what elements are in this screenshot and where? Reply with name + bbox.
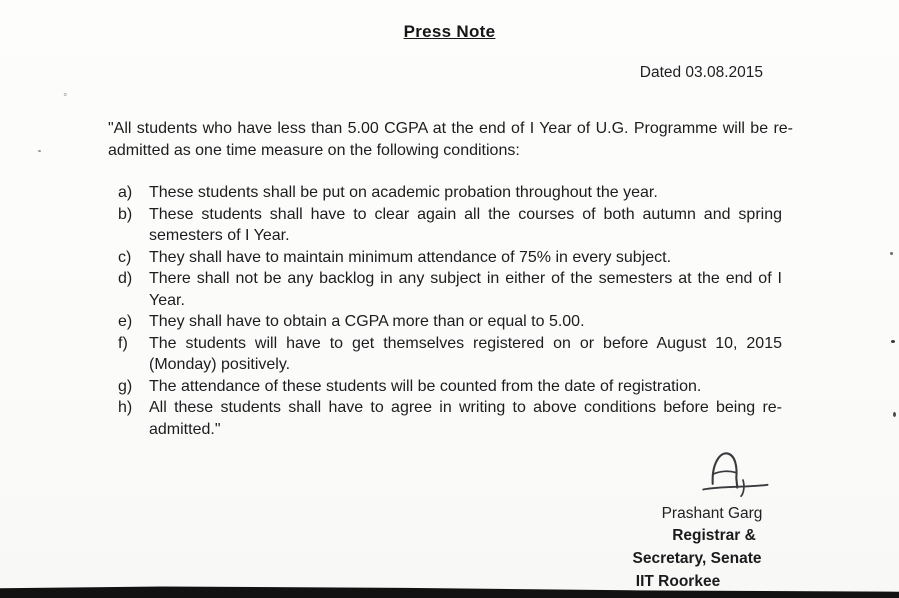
scan-artifact: ° [62, 91, 70, 104]
scan-artifact [38, 150, 41, 152]
intro-paragraph: "All students who have less than 5.00 CGPA at the end of I Year of U.G. Programme will be re-admitted as one time measure on the following conditions: [108, 120, 793, 159]
list-item-marker: h) [118, 399, 133, 416]
list-item-marker: c) [118, 248, 132, 266]
list-item-text: There shall not be any backlog in any subject in either of the semesters at the end of I Year. [149, 270, 782, 309]
list-item-text: They shall have to obtain a CGPA more than or equal to 5.00. [149, 313, 585, 330]
page-title: Press Note [403, 22, 496, 41]
signatory-title-registrar: Registrar & [672, 527, 756, 544]
signature-block [587, 446, 807, 596]
list-item-marker: g) [118, 377, 133, 395]
signatory-title-secretary: Secretary, Senate [632, 550, 762, 567]
list-item [118, 182, 782, 204]
list-item [118, 333, 782, 376]
signatory-name: Prashant Garg [661, 505, 763, 522]
scan-artifact [890, 252, 893, 255]
list-item-text: They shall have to maintain minimum attendance of 75% in every subject. [149, 248, 672, 266]
list-item-marker: e) [118, 313, 133, 330]
list-item [118, 268, 782, 311]
list-item-marker: a) [118, 184, 133, 201]
list-item [118, 204, 782, 247]
list-item-text: The students will have to get themselves registered on or before August 10, 2015 (Monday) positively. [149, 334, 782, 373]
date-line: Dated 03.08.2015 [639, 64, 763, 81]
list-item [118, 376, 782, 398]
list-item-marker: f) [118, 334, 128, 352]
scan-artifact [893, 412, 896, 417]
list-item-text: All these students shall have to agree in writing to above conditions before being re-admitted." [149, 399, 782, 438]
scan-artifact [891, 340, 895, 343]
list-item [118, 397, 782, 440]
conditions-list [118, 182, 782, 440]
list-item-text: These students shall have to clear again all the courses of both autumn and spring semesters of I Year. [149, 205, 782, 244]
list-item [118, 247, 782, 269]
list-item [118, 311, 782, 333]
signature-icon [697, 446, 787, 498]
signatory-institution: IIT Roorkee [635, 573, 721, 590]
list-item-marker: d) [118, 270, 133, 287]
list-item-text: These students shall be put on academic probation throughout the year. [149, 184, 658, 201]
list-item-text: The attendance of these students will be counted from the date of registration. [149, 377, 702, 395]
list-item-marker: b) [118, 205, 133, 223]
